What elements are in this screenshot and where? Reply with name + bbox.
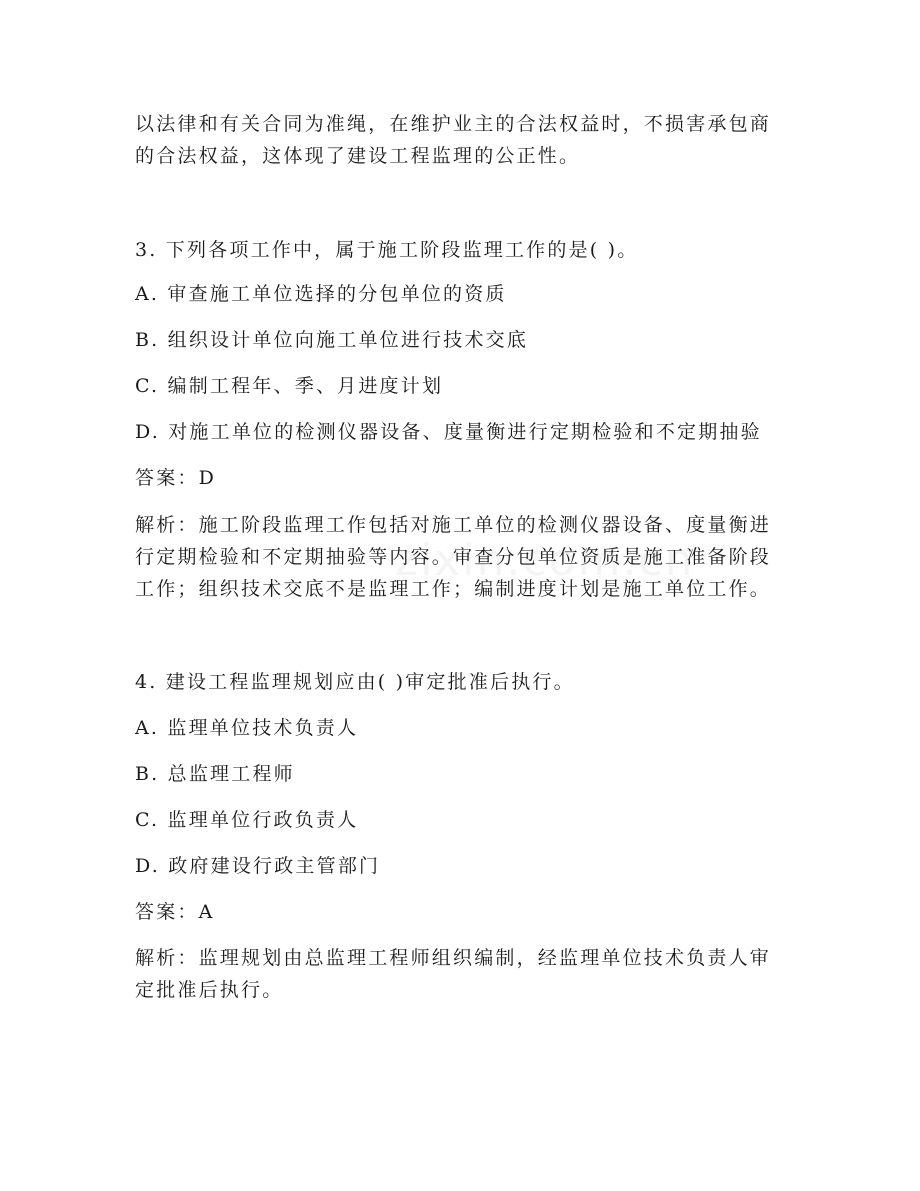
option-b: B. 组织设计单位向施工单位进行技术交底 xyxy=(135,329,529,351)
answer: 答案：A xyxy=(135,901,215,923)
option-d: D. 对施工单位的检测仪器设备、度量衡进行定期检验和不定期抽验 xyxy=(135,421,762,443)
analysis-line: 解析：监理规划由总监理工程师组织编制，经监理单位技术负责人审 xyxy=(135,947,772,969)
analysis-line: 工作；组织技术交底不是监理工作；编制进度计划是施工单位工作。 xyxy=(135,578,772,600)
intro-line: 的合法权益，这体现了建设工程监理的公正性。 xyxy=(135,145,581,167)
option-a: A. 审查施工单位选择的分包单位的资质 xyxy=(135,283,507,305)
option-d: D. 政府建设行政主管部门 xyxy=(135,855,381,877)
option-c: C. 编制工程年、季、月进度计划 xyxy=(135,375,444,397)
option-a: A. 监理单位技术负责人 xyxy=(135,717,359,739)
question-stem: 3. 下列各项工作中，属于施工阶段监理工作的是( )。 xyxy=(135,239,639,261)
analysis-line: 解析：施工阶段监理工作包括对施工单位的检测仪器设备、度量衡进 xyxy=(135,514,772,536)
analysis-line: 行定期检验和不定期抽验等内容。审查分包单位资质是施工准备阶段 xyxy=(135,546,772,568)
option-c: C. 监理单位行政负责人 xyxy=(135,809,359,831)
intro-line: 以法律和有关合同为准绳，在维护业主的合法权益时，不损害承包商 xyxy=(135,113,772,135)
option-b: B. 总监理工程师 xyxy=(135,763,295,785)
answer: 答案：D xyxy=(135,467,217,489)
analysis-line: 定批准后执行。 xyxy=(135,979,284,1001)
question-stem: 4. 建设工程监理规划应由( )审定批准后执行。 xyxy=(135,671,575,693)
